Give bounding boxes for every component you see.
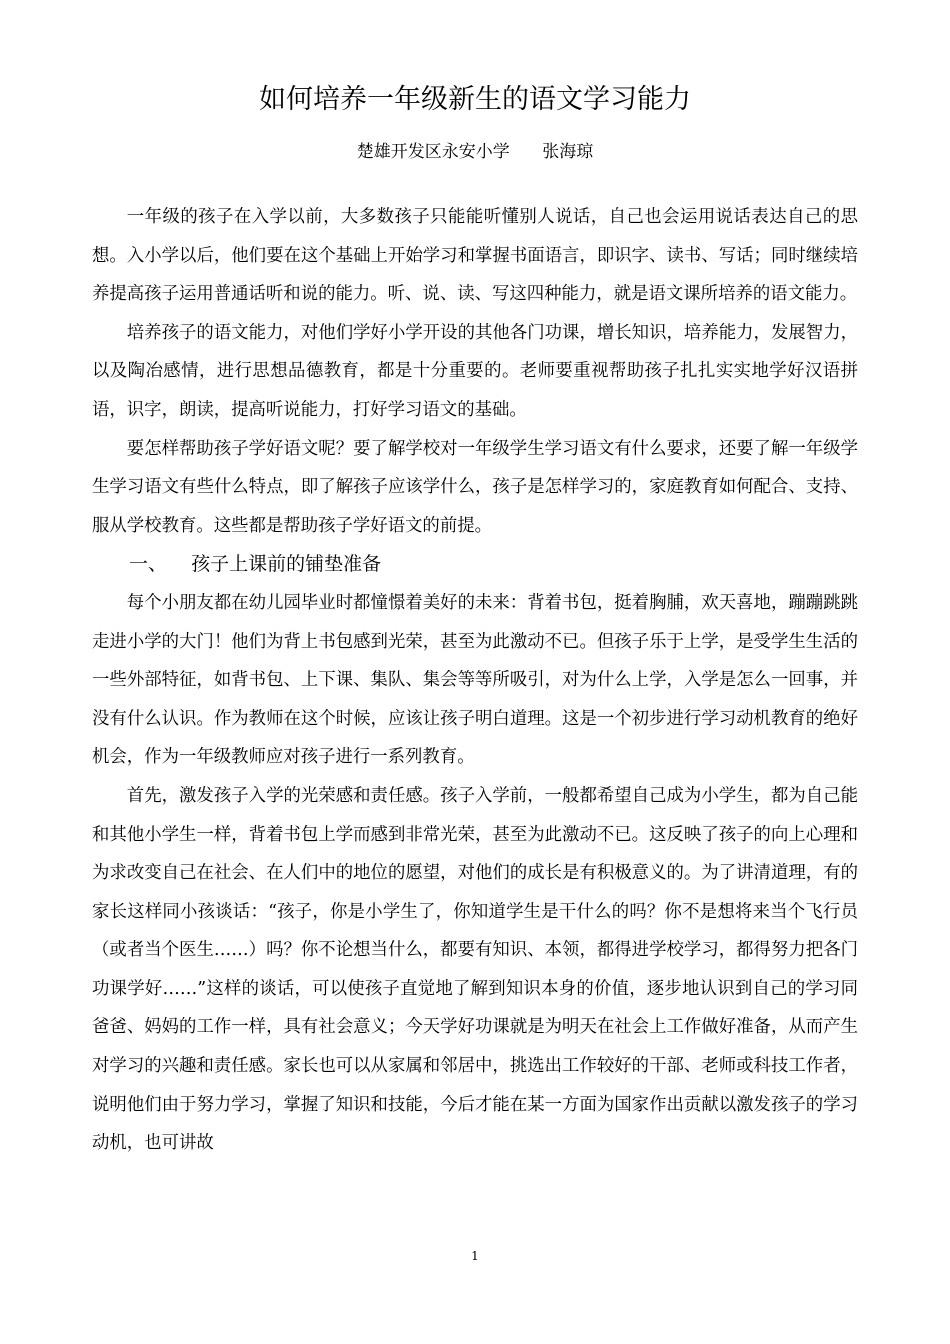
paragraph: 首先，激发孩子入学的光荣感和责任感。孩子入学前，一般都希望自己成为小学生，都为自己能和其他小学生一样，背着书包上学而感到非常光荣，甚至为此激动不已。这反映了孩子的向上心理和为求改变自己在社会、在人们中的地位的愿望，对他们的成长是有积极意义的。为了讲清道理，有的家长这样同小孩谈话：“孩子，你是小学生了，你知道学生是干什么的吗？你不是想将来当个飞行员（或者当个医生……）吗？你不论想当什么，都要有知识、本领，都得进学校学习，都得努力把各门功课学好……”这样的谈话，可以使孩子直觉地了解到知识本身的价值，逐步地认识到自己的学习同爸爸、妈妈的工作一样，具有社会意义；今天学好功课就是为明天在社会上工作做好准备，从而产生对学习的兴趣和责任感。家长也可以从家属和邻居中，挑选出工作较好的干部、老师或科技工作者，说明他们由于努力学习，掌握了知识和技能，今后才能在某一方面为国家作出贡献以激发孩子的学习动机，也可讲故 [92,785,858,1154]
paragraph: 培养孩子的语文能力，对他们学好小学开设的其他各门功课，增长知识，培养能力，发展智力，以及陶冶感情，进行思想品德教育，都是十分重要的。老师要重视帮助孩子扎扎实实地学好汉语拼语，识字，朗读，提高听说能力，打好学习语文的基础。 [92,322,858,420]
document-body [92,198,858,1163]
author-line: 楚雄开发区永安小学 张海琼 [356,142,594,162]
page-number: 1 [471,1249,479,1263]
paragraph: 每个小朋友都在幼儿园毕业时都憧憬着美好的未来：背着书包，挺着胸脯，欢天喜地，蹦蹦跳跳走进小学的大门！他们为背上书包感到光荣，甚至为此激动不已。但孩子乐于上学，是受学生生活的一些外部特征，如背书包、上下课、集队、集会等等所吸引，对为什么上学，入学是怎么一回事，并没有什么认识。作为教师在这个时候，应该让孩子明白道理。这是一个初步进行学习动机教育的绝好机会，作为一年级教师应对孩子进行一系列教育。 [92,592,858,768]
paragraph: 一年级的孩子在入学以前，大多数孩子只能能听懂别人说话，自己也会运用说话表达自己的思想。入小学以后，他们要在这个基础上开始学习和掌握书面语言，即识字、读书、写话；同时继续培养提高孩子运用普通话听和说的能力。听、说、读、写这四种能力，就是语文课所培养的语文能力。 [92,207,858,305]
section-heading: 一、 孩子上课前的铺垫准备 [129,553,382,576]
paragraph: 要怎样帮助孩子学好语文呢？要了解学校对一年级学生学习语文有什么要求，还要了解一年级学生学习语文有些什么特点，即了解孩子应该学什么，孩子是怎样学习的，家庭教育如何配合、支持、服从学校教育。这些都是帮助孩子学好语文的前提。 [92,438,858,536]
document-title: 如何培养一年级新生的语文学习能力 [259,84,691,115]
